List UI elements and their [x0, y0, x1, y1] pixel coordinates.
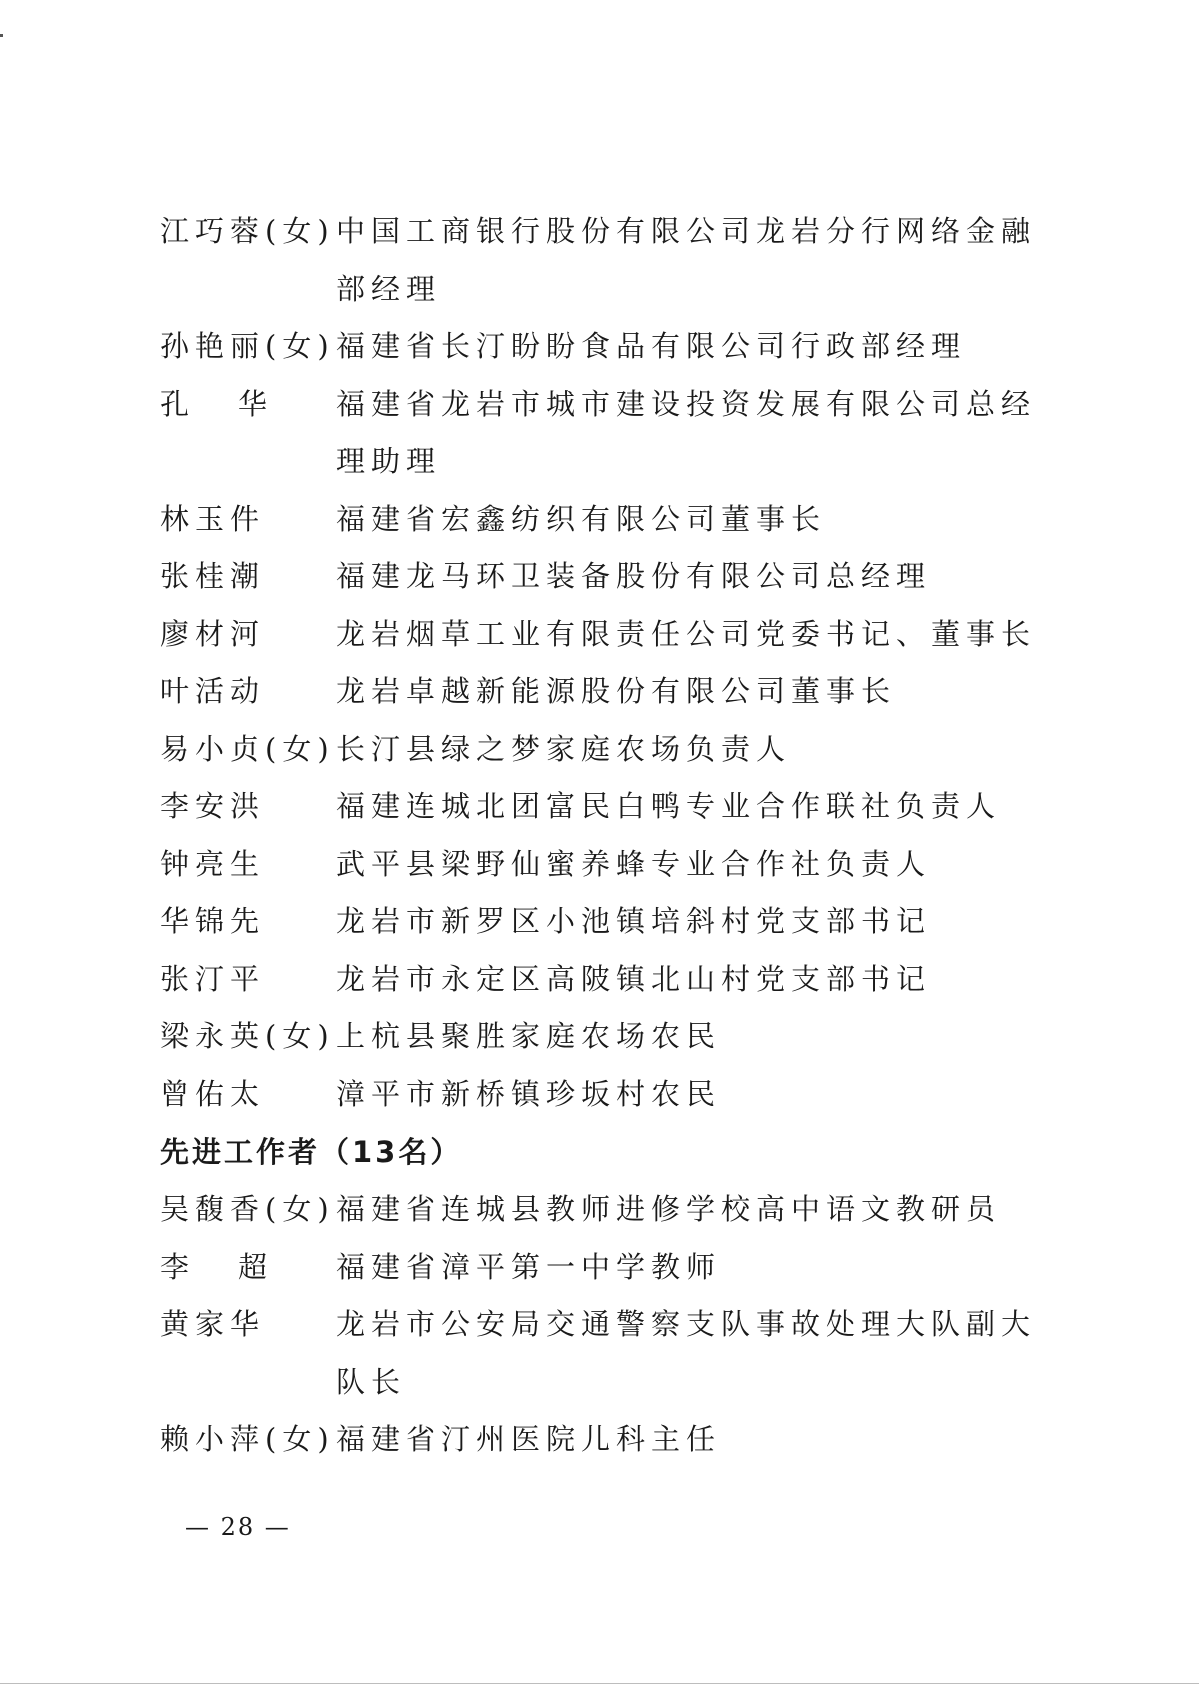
honoree-name: 黄家华: [160, 1307, 266, 1341]
honoree-name: 曾佑太: [160, 1076, 266, 1111]
list-item: [160, 203, 1060, 318]
list-item: [160, 548, 1060, 606]
list-item: [160, 1066, 1060, 1124]
honoree-name: 廖材河: [160, 616, 266, 651]
honoree-position: 漳平市新桥镇珍坂村农民: [336, 1076, 722, 1111]
list-item: [160, 1008, 1060, 1066]
honoree-position: 龙岩卓越新能源股份有限公司董事长: [336, 674, 897, 708]
list-item: [160, 893, 1060, 951]
list-item: [160, 318, 1060, 376]
honoree-position: 龙岩市永定区高陂镇北山村党支部书记: [336, 961, 932, 996]
honoree-position: 福建省漳平第一中学教师: [336, 1249, 722, 1284]
honoree-position: 龙岩烟草工业有限责任公司党委书记、董事长: [336, 616, 1037, 651]
honoree-name: 华锦先: [160, 904, 266, 938]
honoree-name: 江巧蓉(女): [160, 214, 335, 248]
list-item: [160, 1411, 1060, 1469]
list-item: [160, 721, 1060, 779]
honoree-position: 福建省汀州医院儿科主任: [336, 1422, 722, 1456]
list-item: [160, 491, 1060, 549]
honoree-name: 吴馥香(女): [160, 1192, 335, 1226]
honoree-name: 赖小萍(女): [160, 1422, 335, 1456]
scan-edge-line: [0, 1683, 1199, 1684]
honoree-name: 林玉件: [160, 501, 266, 536]
honoree-list: [160, 203, 1060, 1469]
honoree-name: 张桂潮: [160, 559, 266, 593]
honoree-name: 李超: [160, 1249, 317, 1284]
honoree-position: 龙岩市新罗区小池镇培斜村党支部书记: [336, 904, 932, 938]
honoree-position: 中国工商银行股份有限公司龙岩分行网络金融部经理: [336, 214, 1037, 306]
honoree-position: 武平县梁野仙蜜养蜂专业合作社负责人: [336, 846, 932, 881]
honoree-name: 叶活动: [160, 674, 266, 708]
honoree-position: 龙岩市公安局交通警察支队事故处理大队副大队长: [336, 1307, 1037, 1399]
honoree-name: 孙艳丽(女): [160, 329, 335, 363]
honoree-position: 福建省龙岩市城市建设投资发展有限公司总经理助理: [336, 386, 1037, 478]
honoree-name: 梁永英(女): [160, 1019, 335, 1053]
honoree-position: 上杭县聚胜家庭农场农民: [336, 1019, 722, 1053]
section-heading: 先进工作者（13名）: [160, 1135, 463, 1169]
page-number: — 28 —: [185, 1513, 291, 1541]
honoree-name: 张汀平: [160, 961, 266, 996]
list-item: [160, 1181, 1060, 1239]
list-item: [160, 606, 1060, 664]
honoree-name: 李安洪: [160, 789, 266, 823]
honoree-position: 福建连城北团富民白鸭专业合作联社负责人: [336, 789, 1002, 823]
honoree-name: 孔华: [160, 386, 317, 421]
honoree-name: 钟亮生: [160, 846, 266, 881]
scan-speck: [0, 34, 3, 37]
honoree-position: 长汀县绿之梦家庭农场负责人: [336, 731, 792, 766]
list-item: [160, 1239, 1060, 1297]
list-item: [160, 951, 1060, 1009]
list-item: [160, 1296, 1060, 1411]
list-item: [160, 836, 1060, 894]
honoree-name: 易小贞(女): [160, 731, 335, 766]
honoree-position: 福建省宏鑫纺织有限公司董事长: [336, 501, 827, 536]
list-item: [160, 778, 1060, 836]
list-item: [160, 663, 1060, 721]
honoree-position: 福建省长汀盼盼食品有限公司行政部经理: [336, 329, 967, 363]
honoree-position: 福建省连城县教师进修学校高中语文教研员: [336, 1192, 1002, 1226]
list-item: [160, 376, 1060, 491]
honoree-position: 福建龙马环卫装备股份有限公司总经理: [336, 559, 932, 593]
